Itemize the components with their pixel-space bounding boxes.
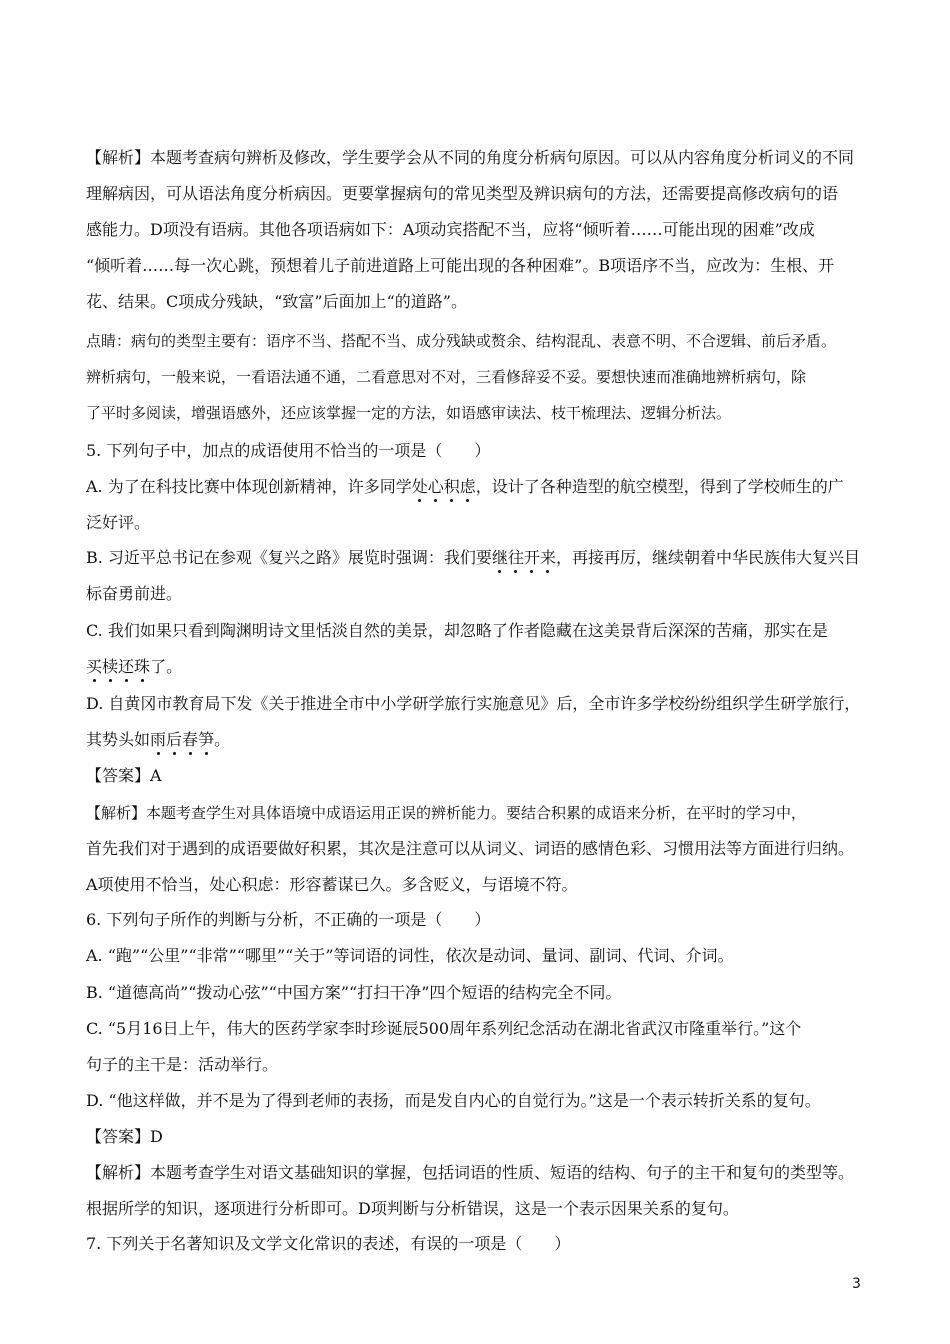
text-line: 理解病因，可从语法角度分析病因。更要掌握病句的常见类型及辨识病句的方法，还需要提高修改病句的语 [86, 184, 839, 203]
text-line: 了平时多阅读，增强语感外，还应该掌握一定的方法，如语感审读法、枝干梳理法、逻辑分析法。 [86, 404, 732, 422]
emphasis-dot-char: 椟 [102, 657, 119, 676]
text-line: “倾听着……每一次心跳，预想着儿子前进道路上可能出现的各种困难”。B项语序不当，应改为：生根、开 [86, 256, 835, 275]
text-line: 【答案】A [86, 766, 162, 785]
text-line: 【答案】D [86, 1127, 163, 1146]
emphasis-dot-char: 继 [491, 548, 508, 567]
text-line: 标奋勇前进。 [86, 584, 183, 603]
emphasis-dot-char: 珠 [134, 657, 151, 676]
text-line: 首先我们对于遇到的成语要做好积累，其次是注意可以从词义、词语的感情色彩、习惯用法等方面进行归纳。 [86, 839, 855, 858]
text-line: B. “道德高尚”“拨动心弦”“中国方案”“打扫干净”四个短语的结构完全不同。 [86, 983, 622, 1002]
emphasis-dot-char: 雨 [150, 730, 167, 749]
emphasis-dot-char: 买 [86, 657, 103, 676]
text-line: 7. 下列关于名著知识及文学文化常识的表述，有误的一项是（ ） [86, 1234, 571, 1253]
text-line: 5. 下列句子中，加点的成语使用不恰当的一项是（ ） [86, 441, 491, 460]
emphasis-dot-char: 开 [523, 548, 540, 567]
emphasis-dot-char: 还 [118, 657, 135, 676]
text-line: 辨析病句，一般来说，一看语法通不通，二看意思对不对，三看修辞妥不妥。要想快速而准确地辨析病句，除 [86, 368, 807, 386]
text-line: A项使用不恰当，处心积虑：形容蓄谋已久。多含贬义，与语境不符。 [86, 875, 578, 894]
text-line: 【解析】本题考查学生对语文基础知识的掌握，包括词语的性质、短语的结构、句子的主干和复句的类型等。 [86, 1163, 855, 1182]
text-line: C. 我们如果只看到陶渊明诗文里恬淡自然的美景，却忽略了作者隐藏在这美景背后深深的苦痛，那实在是 [86, 621, 828, 640]
text-line: 根据所学的知识，逐项进行分析即可。D项判断与分析错误，这是一个表示因果关系的复句。 [86, 1199, 739, 1218]
text-line: D. “他这样做，并不是为了得到老师的表扬，而是发自内心的自觉行为。”这是一个表示转折关系的复句。 [86, 1091, 821, 1110]
emphasis-dot-char: 虑 [459, 477, 476, 496]
emphasis-dot-char: 心 [427, 477, 444, 496]
text-line: 【解析】本题考查学生对具体语境中成语运用正误的辨析能力。要结合积累的成语来分析，在平时的学习中， [86, 804, 807, 822]
text-line: 点睛：病句的类型主要有：语序不当、搭配不当、成分残缺或赘余、结构混乱、表意不明、不合逻辑、前后矛盾。 [86, 332, 837, 350]
text-line: 泛好评。 [86, 513, 151, 532]
page-number: 3 [852, 1276, 861, 1292]
text-line: 句子的主干是：活动举行。 [86, 1055, 279, 1074]
emphasis-dot-char: 春 [182, 730, 199, 749]
text-line: A. 为了在科技比赛中体现创新精神，许多同学处心积虑，设计了各种造型的航空模型，得到了学校师生的广 [86, 477, 844, 496]
emphasis-dot-char: 往 [507, 548, 524, 567]
text-line: A. “跑”“公里”“非常”“哪里”“关于”等词语的词性，依次是动词、量词、副词、代词、介词。 [86, 946, 734, 965]
text-line: D. 自黄冈市教育局下发《关于推进全市中小学研学旅行实施意见》后，全市许多学校纷纷组织学生研学旅行， [86, 694, 861, 713]
text-line: B. 习近平总书记在参观《复兴之路》展览时强调：我们要继往开来，再接再厉，继续朝着中华民族伟大复兴目 [86, 548, 861, 567]
emphasis-dot-char: 后 [166, 730, 183, 749]
text-line: 6. 下列句子所作的判断与分析，不正确的一项是（ ） [86, 910, 491, 929]
text-line: 其势头如雨后春笋。 [86, 730, 231, 749]
text-line: 感能力。D项没有语病。其他各项语病如下：A项动宾搭配不当，应将“倾听着……可能出现的困难”改成 [86, 220, 815, 239]
emphasis-dot-char: 笋 [198, 730, 215, 749]
emphasis-dot-char: 来 [539, 548, 556, 567]
emphasis-dot-char: 处 [411, 477, 428, 496]
text-line: C. “5月16日上午，伟大的医药学家李时珍诞辰500周年系列纪念活动在湖北省武汉市隆重举行。”这个 [86, 1019, 802, 1038]
text-line: 买椟还珠了。 [86, 657, 183, 676]
emphasis-dot-char: 积 [443, 477, 460, 496]
text-line: 【解析】本题考查病句辨析及修改，学生要学会从不同的角度分析病句原因。可以从内容角度分析词义的不同 [86, 148, 855, 167]
text-line: 花、结果。C项成分残缺，“致富”后面加上“的道路”。 [86, 292, 467, 311]
